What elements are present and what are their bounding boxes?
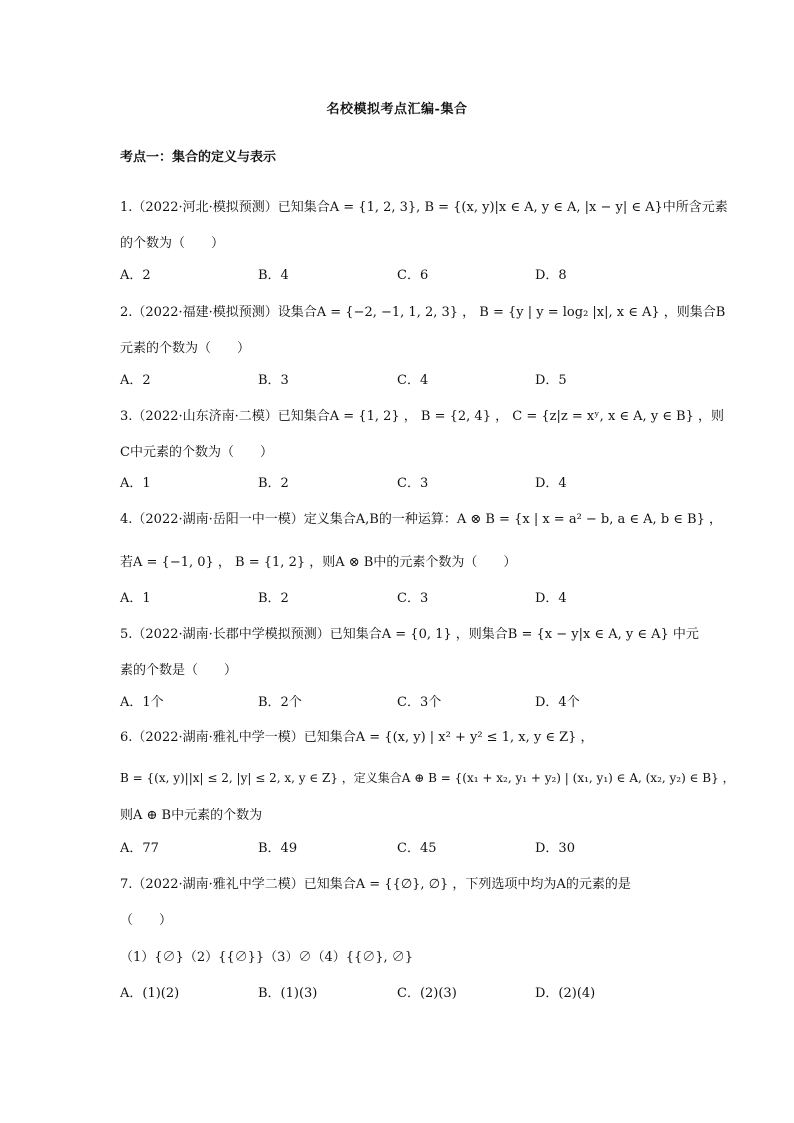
question-2-option-d: D．5	[535, 373, 567, 388]
question-5-line-2: 素的个数是（ ）	[120, 663, 238, 678]
question-6-option-b: B．49	[258, 841, 298, 856]
question-3-option-d: D．4	[535, 476, 567, 491]
question-6-line-1: 6.（2022·湖南·雅礼中学一模）已知集合A = {(x, y) | x² + y² ≤ 1, x, y ∈ Z} ，	[120, 730, 594, 745]
question-6-option-d: D．30	[535, 841, 575, 856]
question-5-line-1: 5.（2022·湖南·长郡中学模拟预测）已知集合A = {0, 1} ，则集合B = {x − y|x ∈ A, y ∈ A} 中元	[120, 627, 699, 642]
question-7-line-1: 7.（2022·湖南·雅礼中学二模）已知集合A = {{∅}, ∅} ，下列选项中均为A的元素的是	[120, 877, 631, 892]
question-4-option-d: D．4	[535, 591, 567, 606]
question-1-option-d: D．8	[535, 268, 567, 283]
question-2-option-b: B．3	[258, 373, 289, 388]
section-heading: 考点一：集合的定义与表示	[120, 150, 277, 165]
question-4-option-c: C．3	[397, 591, 429, 606]
question-4-line-2: 若A = {−1, 0} ， B = {1, 2} ，则A ⊗ B中的元素个数为（ ）	[120, 555, 517, 570]
document-title: 名校模拟考点汇编-集合	[326, 102, 468, 117]
question-2-line-1: 2.（2022·福建·模拟预测）设集合A = {−2, −1, 1, 2, 3} ， B = {y | y = log₂ |x|, x ∈ A} ，则集合B	[120, 305, 726, 320]
question-6-option-a: A．77	[120, 841, 159, 856]
question-6-option-c: C．45	[397, 841, 437, 856]
question-4-option-a: A．1	[120, 591, 151, 606]
question-1-line-2: 的个数为（ ）	[120, 236, 225, 251]
question-4-option-b: B．2	[258, 591, 289, 606]
question-7-option-b: B．(1)(3)	[258, 986, 318, 1001]
question-7-option-c: C．(2)(3)	[397, 986, 457, 1001]
question-3-option-b: B．2	[258, 476, 289, 491]
question-7-option-d: D．(2)(4)	[535, 986, 596, 1001]
question-5-option-d: D．4个	[535, 695, 580, 710]
question-3-line-2: C中元素的个数为（ ）	[120, 445, 273, 460]
question-6-line-3: 则A ⊕ B中元素的个数为	[120, 808, 263, 823]
question-2-option-c: C．4	[397, 373, 429, 388]
question-3-line-1: 3.（2022·山东济南·二模）已知集合A = {1, 2} ， B = {2, 4} ， C = {z|z = xʸ, x ∈ A, y ∈ B} ，则	[120, 409, 725, 424]
question-3-option-a: A．1	[120, 476, 151, 491]
question-2-option-a: A．2	[120, 373, 151, 388]
question-2-line-2: 元素的个数为（ ）	[120, 341, 251, 356]
question-1-option-b: B．4	[258, 268, 289, 283]
question-3-option-c: C．3	[397, 476, 429, 491]
question-1-option-a: A．2	[120, 268, 151, 283]
question-5-option-b: B．2个	[258, 695, 302, 710]
question-7-line-3: （1）{∅}（2）{{∅}}（3）∅（4）{{∅}, ∅}	[120, 950, 414, 965]
question-1-option-c: C．6	[397, 268, 429, 283]
question-1-line-1: 1.（2022·河北·模拟预测）已知集合A = {1, 2, 3}, B = {(x, y)|x ∈ A, y ∈ A, |x − y| ∈ A}中所含元素	[120, 200, 728, 215]
question-7-option-a: A．(1)(2)	[120, 986, 180, 1001]
question-7-line-2: （ ）	[120, 913, 173, 928]
question-6-line-2: B = {(x, y)||x| ≤ 2, |y| ≤ 2, x, y ∈ Z} ，定义集合A ⊕ B = {(x₁ + x₂, y₁ + y₂) | (x₁, y₁) ∈ A, (x₂, y₂) ∈ B} ，	[120, 771, 735, 785]
question-4-line-1: 4.（2022·湖南·岳阳一中一模）定义集合A,B的一种运算：A ⊗ B = {x | x = a² − b, a ∈ A, b ∈ B} ，	[120, 512, 722, 527]
question-5-option-a: A．1个	[120, 695, 164, 710]
question-5-option-c: C．3个	[397, 695, 442, 710]
